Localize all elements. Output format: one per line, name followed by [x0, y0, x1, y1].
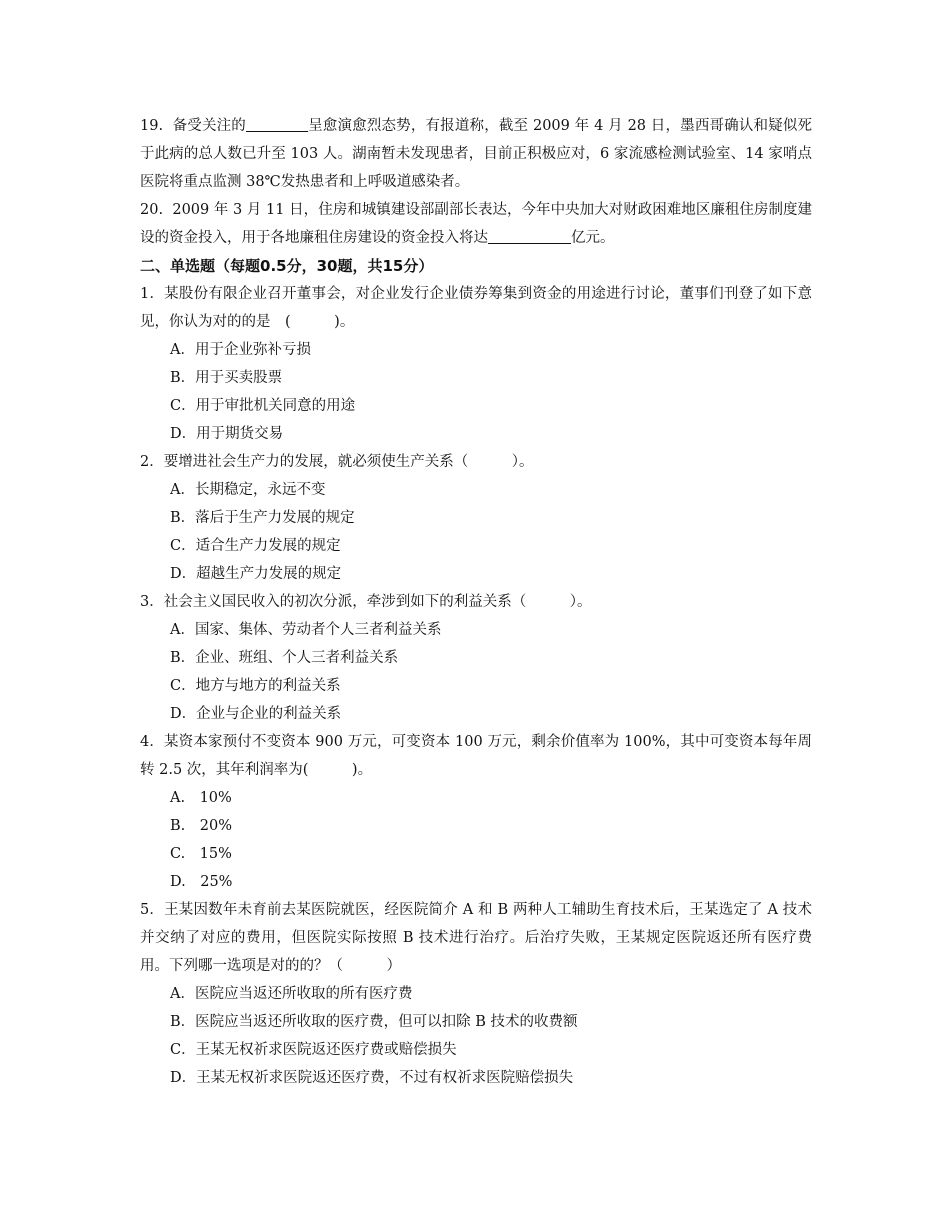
question-text: 呈愈演愈烈态势，有报道称，截至 2009 年 4 月 28 日，墨西哥确认和疑似死于此病的总人数已升至 103 人。湖南暂未发现患者，目前正积极应对，6 家流感检测试验室、14 家哨点医院将重点监测 38℃发热患者和上呼吸道感染者。 [140, 118, 813, 190]
question-stem: 3．社会主义国民收入的初次分派，牵涉到如下的利益关系（ ）。 [140, 594, 592, 610]
option-b: B．企业、班组、个人三者利益关系 [170, 650, 399, 666]
question-19 [140, 112, 812, 196]
question-text: 2009 年 3 月 11 日，住房和城镇建设部副部长表达，今年中央加大对财政困难地区廉租住房制度建设的资金投入，用于各地廉租住房建设的资金投入将达 [140, 202, 813, 246]
question-20 [140, 196, 812, 252]
option-b: B．医院应当返还所收取的医疗费，但可以扣除 B 技术的收费额 [170, 1014, 578, 1030]
question-2 [140, 448, 812, 588]
option-d: D．超越生产力发展的规定 [170, 566, 342, 582]
question-number: 19. [140, 118, 164, 134]
option-c: C．王某无权祈求医院返还医疗费或赔偿损失 [170, 1042, 457, 1058]
question-text: 备受关注的 [172, 118, 246, 134]
option-d: D．用于期货交易 [170, 426, 284, 442]
option-a: A．长期稳定，永远不变 [170, 482, 326, 498]
question-stem: 4．某资本家预付不变资本 900 万元，可变资本 100 万元，剩余价值率为 100%，其中可变资本每年周转 2.5 次，其年利润率为( )。 [140, 734, 812, 778]
question-3 [140, 588, 812, 728]
question-4 [140, 728, 812, 896]
option-a: A. 10% [170, 790, 232, 806]
option-a: A．用于企业弥补亏损 [170, 342, 311, 358]
option-d: D．王某无权祈求医院返还医疗费，不过有权祈求医院赔偿损失 [170, 1070, 574, 1086]
question-stem: 2．要增进社会生产力的发展，就必须使生产关系（ ）。 [140, 454, 534, 470]
option-d: D．企业与企业的利益关系 [170, 706, 342, 722]
question-stem: 5．王某因数年未育前去某医院就医，经医院简介 A 和 B 两种人工辅助生育技术后，王某选定了 A 技术并交纳了对应的费用，但医院实际按照 B 技术进行治疗。后治疗失败，王某规定医院返还所有医疗费用。下列哪一选项是对的的？（ ） [140, 902, 812, 974]
answer-blank [488, 230, 571, 246]
question-number: 20. [140, 202, 164, 218]
option-b: B. 20% [170, 818, 232, 834]
option-c: C. 15% [170, 846, 232, 862]
question-1 [140, 280, 812, 448]
question-stem: 1．某股份有限企业召开董事会，对企业发行企业债券筹集到资金的用途进行讨论，董事们刊登了如下意见，你认为对的的是 ( )。 [140, 286, 812, 330]
option-b: B．用于买卖股票 [170, 370, 283, 386]
option-a: A．国家、集体、劳动者个人三者利益关系 [170, 622, 442, 638]
option-a: A．医院应当返还所收取的所有医疗费 [170, 986, 413, 1002]
section-title: 二、单选题（每题0.5分，30题，共15分） [140, 257, 434, 275]
option-d: D. 25% [170, 874, 233, 890]
document-page [140, 112, 812, 1092]
question-text: 亿元。 [570, 230, 615, 246]
answer-blank [246, 118, 308, 134]
option-b: B．落后于生产力发展的规定 [170, 510, 355, 526]
question-5 [140, 896, 812, 1092]
option-c: C．地方与地方的利益关系 [170, 678, 341, 694]
option-c: C．用于审批机关同意的用途 [170, 398, 356, 414]
option-c: C．适合生产力发展的规定 [170, 538, 341, 554]
